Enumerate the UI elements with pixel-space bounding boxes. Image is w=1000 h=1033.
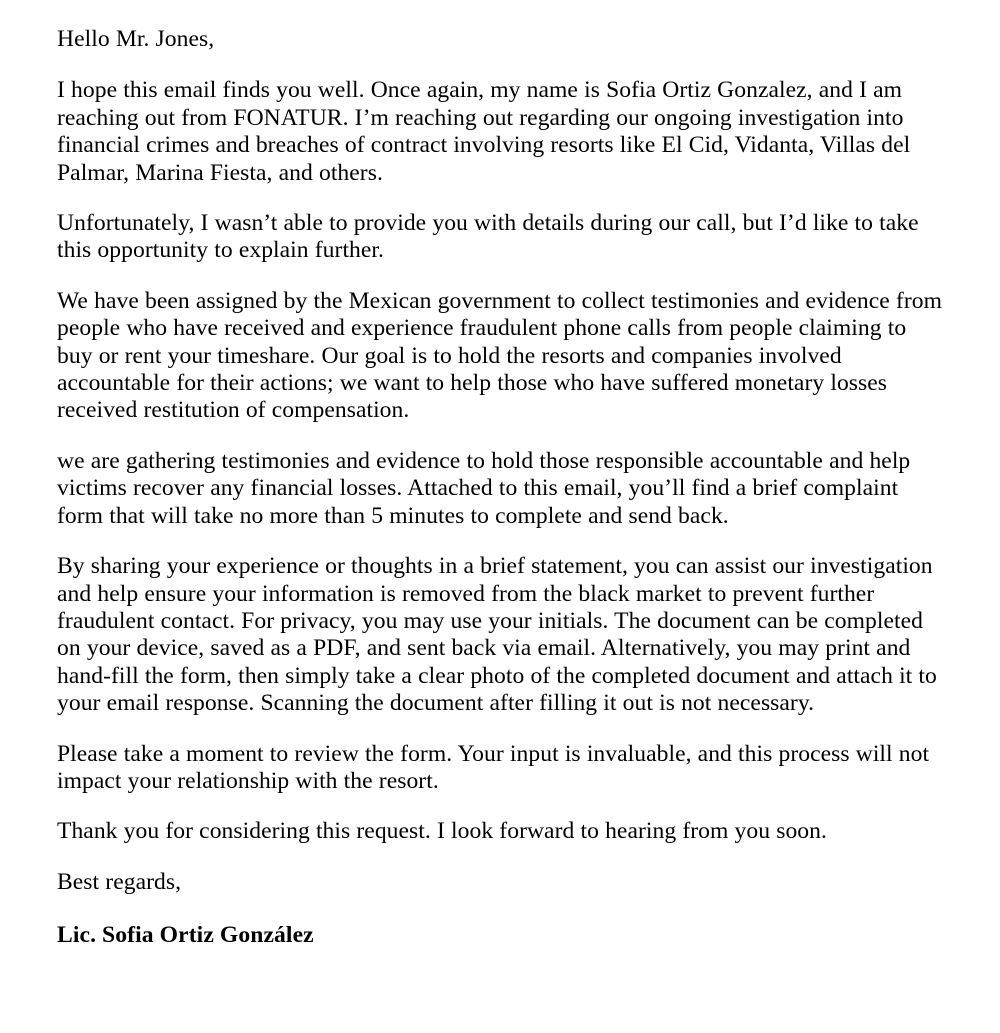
closing-line: Best regards, [57,868,182,895]
paragraph-assignment: We have been assigned by the Mexican government to collect testimonies and evidence from people who have received and experience fraudulent phone calls from people claiming to buy or rent your timeshare. Our goal is to hold the resorts and companies involved accountable for their actions; we want to help those who have suffered monetary losses received restitution of compensation. [57,287,942,424]
paragraph-review-form: Please take a moment to review the form. Your input is invaluable, and this process will not impact your relationship with the resort. [57,740,930,794]
signature-name: Lic. Sofia Ortiz González [57,922,314,949]
letter-body [57,26,943,950]
paragraph-gathering-testimonies: we are gathering testimonies and evidence to hold those responsible accountable and help victims recover any financial losses. Attached to this email, you’ll find a brief complaint form that will take no more than 5 minutes to complete and send back. [57,447,911,529]
paragraph-call-followup: Unfortunately, I wasn’t able to provide you with details during our call, but I’d like to take this opportunity to explain further. [57,210,919,264]
paragraph-introduction: I hope this email finds you well. Once again, my name is Sofia Ortiz Gonzalez, and I am reaching out from FONATUR. I’m reaching out regarding our ongoing investigation into financial crimes and breaches of contract involving resorts like El Cid, Vidanta, Villas del Palmar, Marina Fiesta, and others. [57,77,911,186]
paragraph-instructions: By sharing your experience or thoughts in a brief statement, you can assist our investigation and help ensure your information is removed from the black market to prevent further fraudulent contact. For privacy, you may use your initials. The document can be completed on your device, saved as a PDF, and sent back via email. Alternatively, you may print and hand-fill the form, then simply take a clear photo of the completed document and attach it to your email response. Scanning the document after filling it out is not necessary. [57,553,937,717]
paragraph-thank-you: Thank you for considering this request. I look forward to hearing from you soon. [57,818,827,845]
salutation-line: Hello Mr. Jones, [57,26,215,52]
